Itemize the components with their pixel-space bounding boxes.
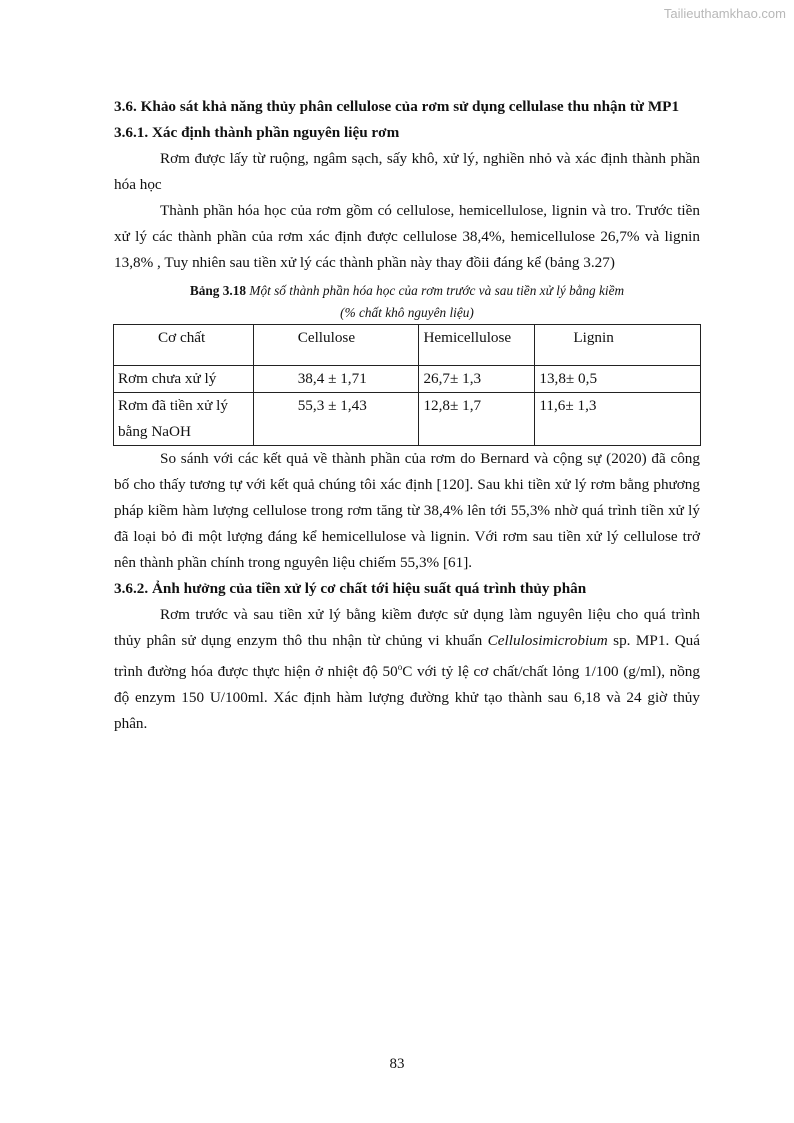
section-3-6-2-heading: 3.6.2. Ảnh hưởng của tiền xử lý cơ chất tới hiệu suất quá trình thủy phân bbox=[114, 580, 587, 597]
degree-symbol: o bbox=[397, 662, 403, 672]
table-cell: 13,8± 0,5 bbox=[535, 366, 701, 393]
table-caption-label: Bảng 3.18 bbox=[189, 283, 247, 298]
table-header-cell: Cơ chất bbox=[114, 325, 254, 366]
paragraph-4-part-b: sp. MP1. Quá trình đường hóa được thực hiện ở nhiệt độ 50 bbox=[114, 632, 700, 681]
composition-table bbox=[113, 324, 701, 446]
table-caption bbox=[114, 280, 700, 324]
table-caption-unit: (% chất khô nguyên liệu) bbox=[340, 305, 474, 320]
table-header-cell: Cellulose bbox=[253, 325, 419, 366]
section-3-6-1-heading: 3.6.1. Xác định thành phần nguyên liệu rơm bbox=[114, 124, 400, 141]
table-cell: Rơm chưa xử lý bbox=[114, 366, 254, 393]
table-cell: 55,3 ± 1,43 bbox=[253, 393, 419, 446]
paragraph-3: So sánh với các kết quả về thành phần của rơm do Bernard và cộng sự (2020) đã công bố cho thấy tương tự với kết quả chúng tôi xác định [120]. Sau khi tiền xử lý rơm bằng phương pháp kiềm hàm lượng cellulose trong rơm tăng từ 38,4% lên tới 55,3% nhờ quá trình tiền xử lý đã loại bỏ đi một lượng đáng kể hemicellulose và lignin. Với rơm sau tiền xử lý cellulose trở nên thành phần chính trong nguyên liệu chiếm 55,3% [61]. bbox=[114, 450, 700, 571]
table-header-cell: Hemicellulose bbox=[419, 325, 535, 366]
table-cell: 11,6± 1,3 bbox=[535, 393, 701, 446]
table-header-cell: Lignin bbox=[535, 325, 701, 366]
page-number: 83 bbox=[389, 1056, 405, 1072]
paragraph-1: Rơm được lấy từ ruộng, ngâm sạch, sấy khô, xử lý, nghiền nhỏ và xác định thành phần hóa học bbox=[114, 150, 700, 193]
table-row bbox=[114, 366, 701, 393]
paragraph-4-part-a: Rơm trước và sau tiền xử lý bằng kiềm được sử dụng làm nguyên liệu cho quá trình thủy phân sử dụng enzym thô thu nhận từ chủng vi khuẩn bbox=[114, 606, 700, 649]
paragraph-4 bbox=[114, 602, 700, 737]
section-3-6-heading: 3.6. Khảo sát khả năng thủy phân cellulose của rơm sử dụng cellulase thu nhận từ MP1 bbox=[114, 98, 680, 115]
table-header-row bbox=[114, 325, 701, 366]
watermark: Tailieuthamkhao.com bbox=[663, 6, 786, 21]
species-name: Cellulosimicrobium bbox=[487, 632, 608, 649]
paragraph-4-part-c: C với tỷ lệ cơ chất/chất lỏng 1/100 (g/ml), nồng độ enzym 150 U/100ml. Xác định hàm lượng đường khử tạo thành sau 6,18 và 24 giờ thủy phân. bbox=[114, 663, 700, 733]
table-cell: 12,8± 1,7 bbox=[419, 393, 535, 446]
table-cell: 38,4 ± 1,71 bbox=[253, 366, 419, 393]
table-caption-text: Một số thành phần hóa học của rơm trước và sau tiền xử lý bằng kiềm bbox=[246, 283, 625, 298]
table-row bbox=[114, 393, 701, 446]
table-cell: 26,7± 1,3 bbox=[419, 366, 535, 393]
paragraph-2: Thành phần hóa học của rơm gồm có cellulose, hemicellulose, lignin và tro. Trước tiền xử lý các thành phần của rơm xác định được cellulose 38,4%, hemicellulose 26,7% và lignin 13,8% , Tuy nhiên sau tiền xử lý các thành phần này thay đồii đáng kể (bảng 3.27) bbox=[114, 202, 700, 271]
page-body bbox=[114, 94, 700, 737]
table-cell: Rơm đã tiền xử lý bằng NaOH bbox=[114, 393, 254, 446]
